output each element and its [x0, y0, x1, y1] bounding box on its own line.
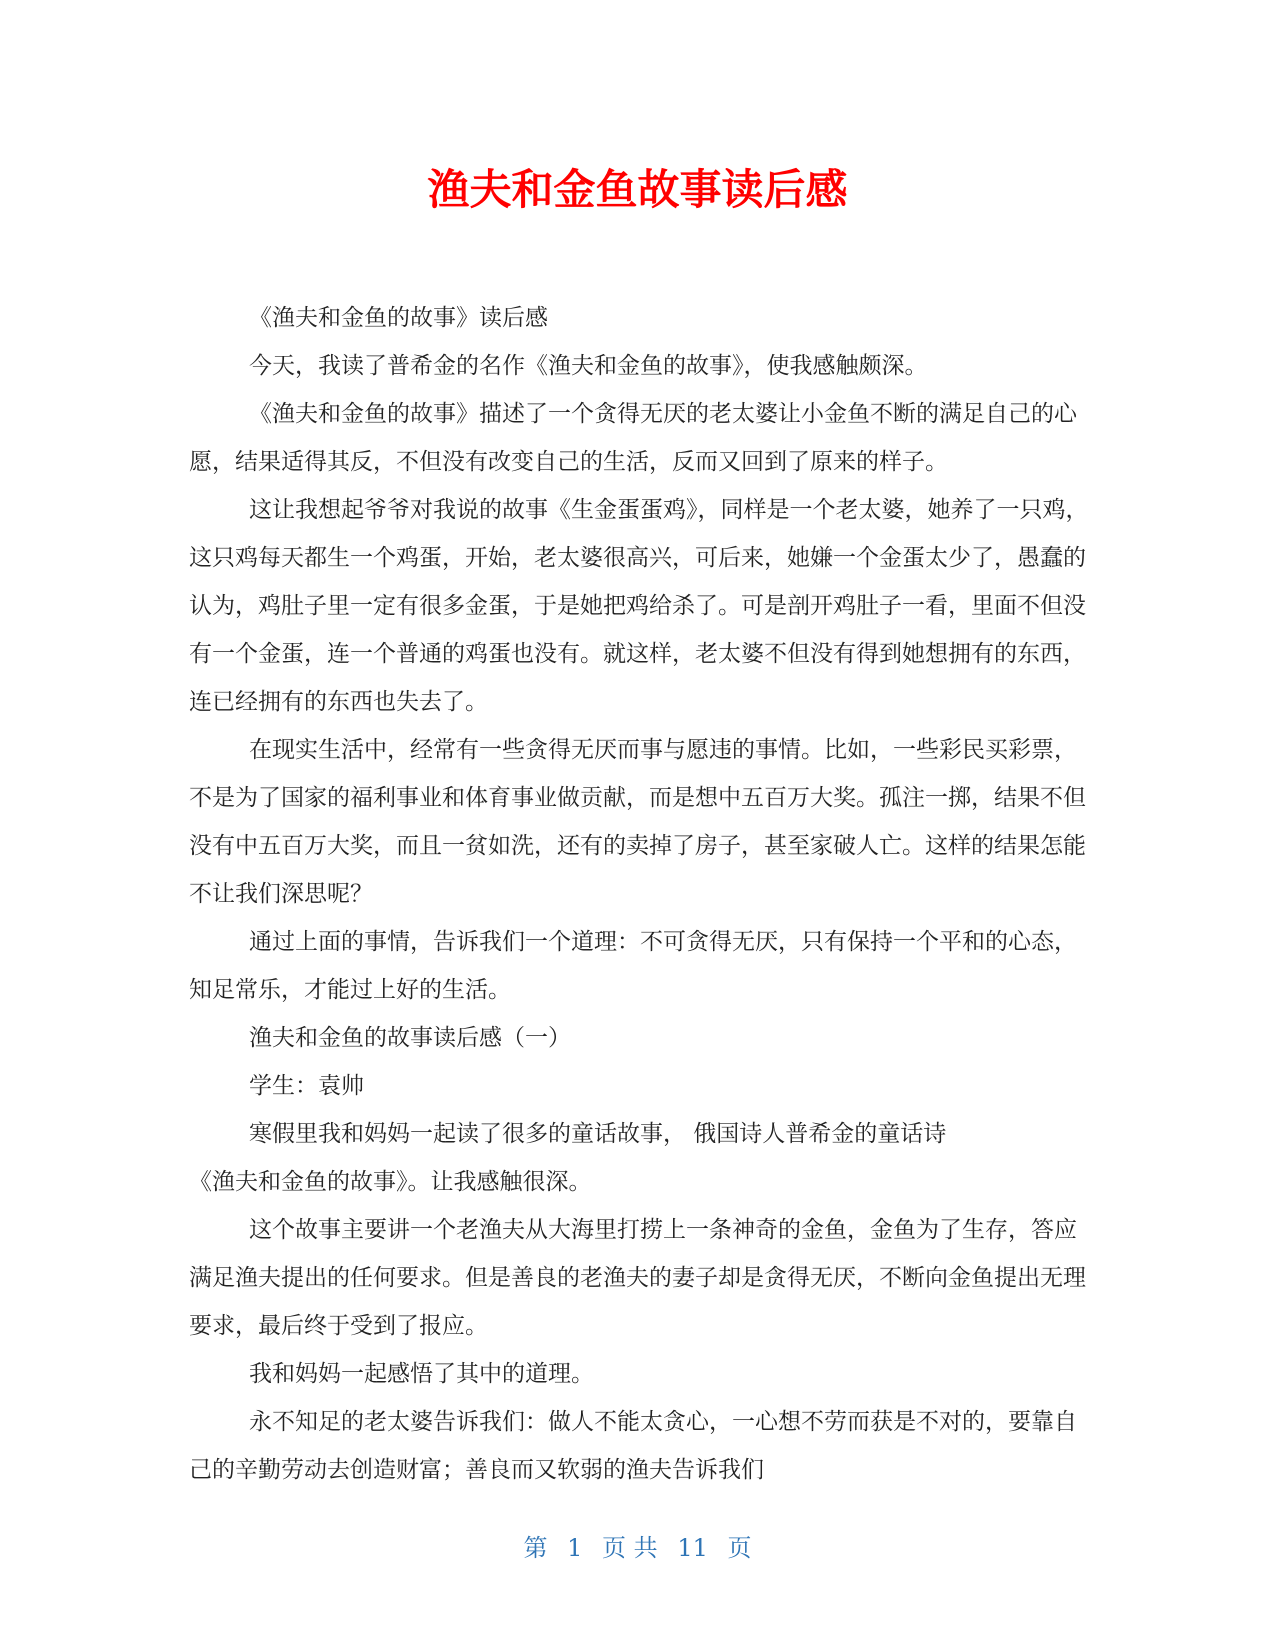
page-footer — [0, 1530, 1275, 1566]
paragraph: 这个故事主要讲一个老渔夫从大海里打捞上一条神奇的金鱼，金鱼为了生存，答应满足渔夫提出的任何要求。但是善良的老渔夫的妻子却是贪得无厌，不断向金鱼提出无理要求，最后终于受到了报应。 — [189, 1217, 1086, 1339]
paragraph: 通过上面的事情，告诉我们一个道理：不可贪得无厌，只有保持一个平和的心态，知足常乐，才能过上好的生活。 — [189, 929, 1077, 1003]
paragraph: 我和妈妈一起感悟了其中的道理。 — [249, 1361, 594, 1387]
footer-page-number: 1 — [567, 1534, 583, 1562]
author-line: 学生：袁帅 — [249, 1073, 364, 1099]
paragraph: 今天，我读了普希金的名作《渔夫和金鱼的故事》，使我感触颇深。 — [249, 353, 928, 379]
footer-middle: 页 共 — [602, 1534, 658, 1562]
section-heading: 渔夫和金鱼的故事读后感（一） — [249, 1025, 571, 1051]
paragraph: 《渔夫和金鱼的故事》描述了一个贪得无厌的老太婆让小金鱼不断的满足自己的心愿，结果适得其反，不但没有改变自己的生活，反而又回到了原来的样子。 — [189, 401, 1077, 475]
footer-prefix: 第 — [523, 1534, 548, 1562]
document-body — [189, 294, 1089, 1494]
footer-suffix: 页 — [727, 1534, 752, 1562]
paragraph: 这让我想起爷爷对我说的故事《生金蛋蛋鸡》，同样是一个老太婆，她养了一只鸡，这只鸡每天都生一个鸡蛋，开始，老太婆很高兴，可后来，她嫌一个金蛋太少了，愚蠢的认为，鸡肚子里一定有很多金蛋，于是她把鸡给杀了。可是剖开鸡肚子一看，里面不但没有一个金蛋，连一个普通的鸡蛋也没有。就这样，老太婆不但没有得到她想拥有的东西，连已经拥有的东西也失去了。 — [189, 497, 1089, 715]
paragraph: 寒假里我和妈妈一起读了很多的童话故事， 俄国诗人普希金的童话诗 — [249, 1121, 947, 1147]
paragraph: 《渔夫和金鱼的故事》。让我感触很深。 — [189, 1169, 592, 1195]
paragraph: 在现实生活中，经常有一些贪得无厌而事与愿违的事情。比如，一些彩民买彩票，不是为了国家的福利事业和体育事业做贡献，而是想中五百万大奖。孤注一掷，结果不但没有中五百万大奖，而且一贫如洗，还有的卖掉了房子，甚至家破人亡。这样的结果怎能不让我们深思呢？ — [189, 737, 1086, 907]
document-title: 渔夫和金鱼故事读后感 — [427, 165, 848, 214]
footer-total-pages: 11 — [677, 1534, 708, 1562]
paragraph: 《渔夫和金鱼的故事》读后感 — [249, 305, 548, 331]
paragraph: 永不知足的老太婆告诉我们：做人不能太贪心，一心想不劳而获是不对的，要靠自己的辛勤劳动去创造财富；善良而又软弱的渔夫告诉我们 — [189, 1409, 1077, 1483]
